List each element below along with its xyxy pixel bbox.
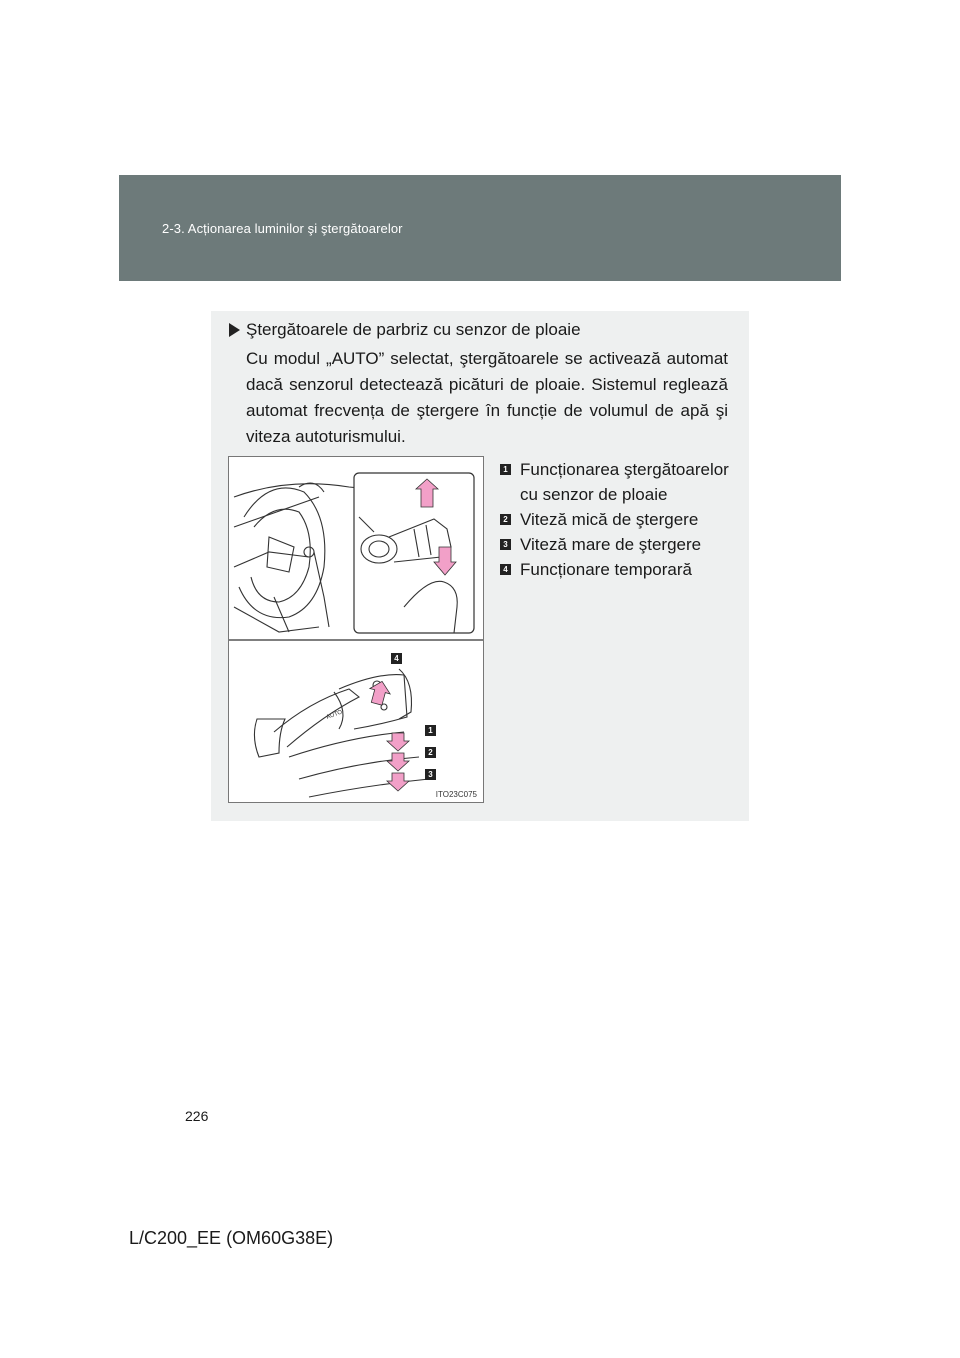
legend-number: 4 [500,564,511,575]
chapter-header [119,175,841,281]
chapter-title: 2-3. Acționarea luminilor şi ştergătoarelor [162,221,403,236]
legend-text: Viteză mică de ştergere [520,510,699,529]
legend-number: 3 [500,539,511,550]
section-heading-text: Ştergătoarele de parbriz cu senzor de ploaie [246,320,581,339]
callout-3: 3 [425,769,436,780]
legend-text: Funcționarea ştergătoarelor cu senzor de ploaie [520,460,729,504]
auto-label: AUTO [325,709,344,721]
figure-code: ITO23C075 [435,790,477,799]
wiper-lever-illustration [228,456,484,803]
legend-item [498,507,733,532]
legend-list [498,457,733,582]
callout-2: 2 [425,747,436,758]
illustration-drawing [229,457,483,802]
page-number: 226 [185,1108,209,1124]
section-heading [229,320,581,340]
legend-text: Funcționare temporară [520,560,692,579]
legend-text: Viteză mare de ştergere [520,535,702,554]
callout-1: 1 [425,725,436,736]
legend-number: 2 [500,514,511,525]
legend-item [498,532,733,557]
callout-4: 4 [391,653,402,664]
section-paragraph: Cu modul „AUTO” selectat, ştergătoarele se activează automat dacă senzorul detectează picături de ploaie. Sistemul reglează automat frecvența de ştergere în funcție de volumul de apă şi viteza autoturismului. [246,349,728,446]
triangle-bullet-icon [229,323,240,337]
footer-code: L/C200_EE (OM60G38E) [129,1228,334,1248]
content-box [211,311,749,821]
legend-item [498,557,733,582]
legend-item [498,457,733,507]
legend-number: 1 [500,464,511,475]
